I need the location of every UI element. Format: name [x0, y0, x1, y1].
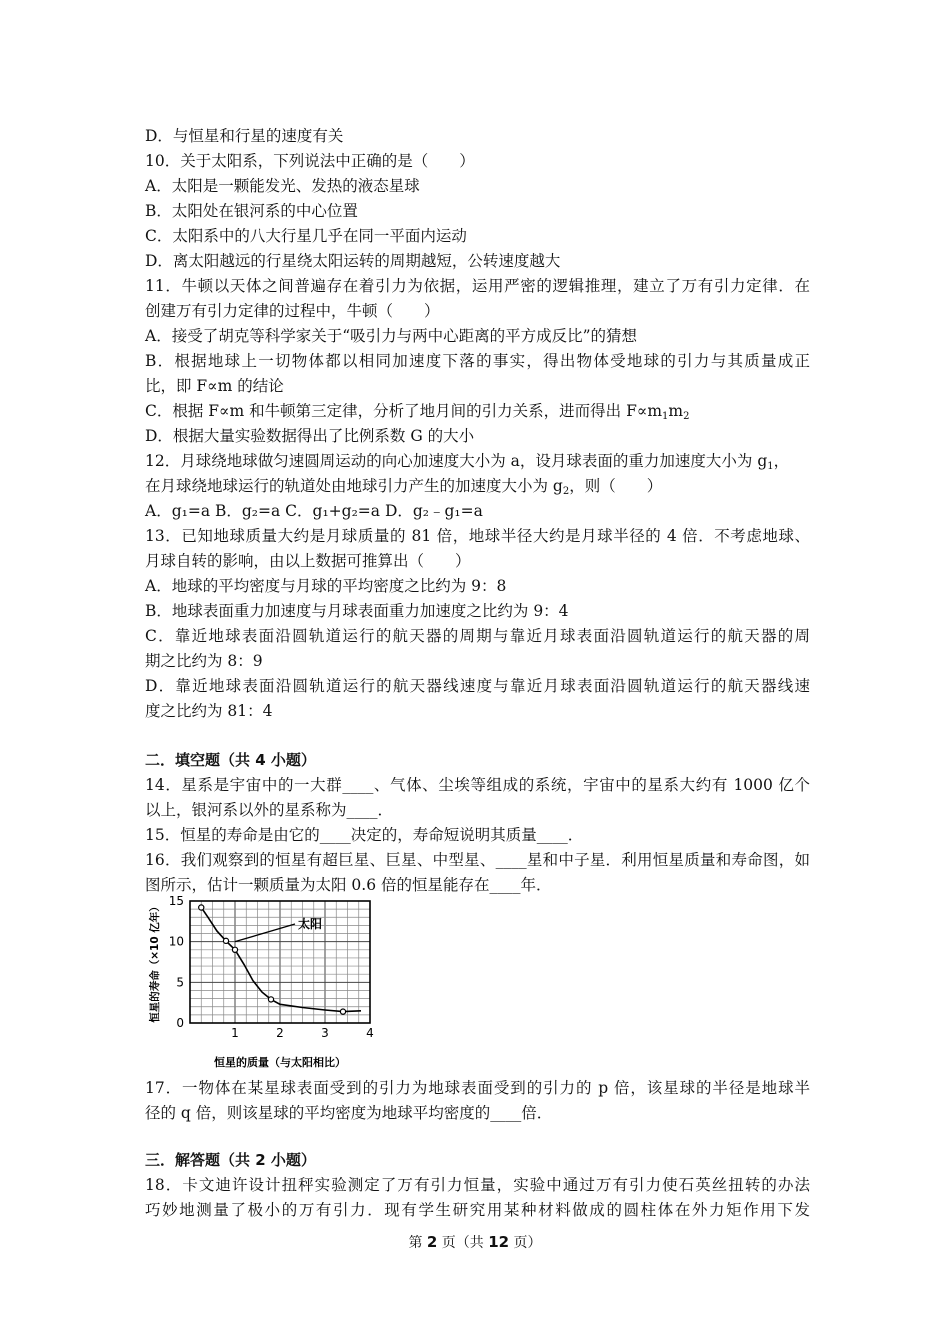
q18-line1: 18．卡文迪许设计扭秤实验测定了万有引力恒量，实验中通过万有引力使石英丝扭转的办法 [145, 1176, 810, 1194]
section-2-title: 二．填空题（共 4 小题） [145, 751, 316, 769]
q17-line2: 径的 q 倍，则该星球的平均密度为地球平均密度的____倍． [145, 1104, 553, 1122]
data-point [199, 905, 204, 910]
q11-stem-line1: 11．牛顿以天体之间普遍存在着引力为依据，运用严密的逻辑推理，建立了万有引力定律．在 [145, 277, 810, 295]
chart-ticks [169, 894, 374, 1040]
q13-stem-line2: 月球自转的影响，由以上数据可推算出（ ） [145, 552, 471, 570]
q11-option-a: A．接受了胡克等科学家关于“吸引力与两中心距离的平方成反比”的猜想 [145, 327, 638, 345]
section-3-title: 三．解答题（共 2 小题） [145, 1151, 316, 1169]
q14-line2: 以上，银河系以外的星系称为____． [145, 801, 394, 819]
q11-option-b-line1: B．根据地球上一切物体都以相同加速度下落的事实，得出物体受地球的引力与其质量成正 [145, 352, 810, 370]
subscript: 1 [767, 461, 774, 472]
q10-option-a: A．太阳是一颗能发光、发热的液态星球 [145, 177, 420, 195]
q12-stem-line2 [145, 476, 810, 496]
x-axis-label: 恒星的质量（与太阳相比） [214, 1056, 346, 1069]
q14-line1: 14．星系是宇宙中的一大群____、气体、尘埃等组成的系统，宇宙中的星系大约有 1000 亿个 [145, 776, 810, 794]
x-tick-label: 1 [231, 1026, 239, 1040]
footer-suffix: 页） [509, 1235, 542, 1251]
y-tick-label: 15 [168, 894, 184, 908]
page-footer [0, 1232, 950, 1252]
q13-option-c-line1: C．靠近地球表面沿圆轨道运行的航天器的周期与靠近月球表面沿圆轨道运行的航天器的周 [145, 627, 810, 645]
subscript: 1 [662, 411, 669, 422]
footer-middle: 页（共 [437, 1235, 489, 1251]
q12-stem-line1-end: ， [773, 452, 790, 470]
q11-option-d: D．根据大量实验数据得出了比例系数 G 的大小 [145, 427, 475, 445]
x-tick-label: 3 [321, 1026, 329, 1040]
q10-option-b: B．太阳处在银河系的中心位置 [145, 202, 358, 220]
y-tick-label: 10 [168, 934, 184, 949]
subscript: 2 [683, 411, 690, 422]
y-tick-label: 0 [176, 1016, 184, 1030]
sun-pointer-line [235, 924, 295, 942]
q12-stem-line1 [145, 451, 810, 471]
footer-total-pages: 12 [488, 1233, 510, 1251]
q11-stem-line2: 创建万有引力定律的过程中，牛顿（ ） [145, 302, 440, 320]
q10-option-d: D．离太阳越远的行星绕太阳运转的周期越短，公转速度越大 [145, 252, 561, 270]
star-lifetime-chart [145, 893, 385, 1071]
y-tick-label: 5 [176, 975, 184, 990]
x-tick-label: 4 [366, 1026, 374, 1040]
q11-option-b-line2: 比，即 F∝m 的结论 [145, 377, 284, 395]
q11-option-c [145, 401, 810, 421]
q12-stem-line1-text: 12．月球绕地球做匀速圆周运动的向心加速度大小为 a，设月球表面的重力加速度大小为 g [145, 452, 768, 470]
q12-stem-line2-text: 在月球绕地球运行的轨道处由地球引力产生的加速度大小为 g [145, 477, 563, 495]
series-line [201, 908, 361, 1012]
x-tick-label: 2 [276, 1026, 284, 1040]
footer-page-number: 2 [426, 1233, 438, 1251]
q16-line1: 16．我们观察到的恒星有超巨星、巨星、中型星、____星和中子星．利用恒星质量和寿命图，如 [145, 851, 810, 869]
q9-option-d: D．与恒星和行星的速度有关 [145, 127, 344, 145]
data-point [232, 947, 237, 952]
q13-option-c-line2: 期之比约为 8：9 [145, 652, 263, 670]
q16-line2: 图所示，估计一颗质量为太阳 0.6 倍的恒星能存在____年． [145, 876, 552, 894]
subscript: 2 [562, 486, 570, 497]
q13-option-d-line2: 度之比约为 81：4 [145, 702, 273, 720]
q13-option-d-line1: D．靠近地球表面沿圆轨道运行的航天器线速度与靠近月球表面沿圆轨道运行的航天器线速 [145, 677, 810, 695]
q17-line1: 17．一物体在某星球表面受到的引力为地球表面受到的引力的 p 倍，该星球的半径是地球半 [145, 1079, 810, 1097]
q12-options: A．g₁=a B．g₂=a C．g₁+g₂=a D．g₂﹣g₁=a [145, 502, 483, 520]
q13-stem-line1: 13．已知地球质量大约是月球质量的 81 倍，地球半径大约是月球半径的 4 倍．不考虑地球、 [145, 527, 810, 545]
q10-stem: 10．关于太阳系，下列说法中正确的是（ ） [145, 152, 475, 170]
footer-prefix: 第 [408, 1235, 427, 1251]
data-point [268, 997, 273, 1002]
sun-annotation: 太阳 [298, 917, 323, 931]
q11-option-c-text: C．根据 F∝m 和牛顿第三定律，分析了地月间的引力关系，进而得出 F∝m [145, 402, 663, 420]
q15: 15．恒星的寿命是由它的____决定的，寿命短说明其质量____． [145, 826, 584, 844]
q18-line2: 巧妙地测量了极小的万有引力．现有学生研究用某种材料做成的圆柱体在外力矩作用下发 [145, 1201, 810, 1219]
chart-points [199, 905, 346, 1014]
y-axis-label: 恒星的寿命（×10 亿年） [149, 901, 161, 1023]
data-point [340, 1009, 345, 1014]
q10-option-c: C．太阳系中的八大行星几乎在同一平面内运动 [145, 227, 467, 245]
data-point [223, 938, 228, 943]
chart-svg [145, 893, 385, 1071]
q13-option-a: A．地球的平均密度与月球的平均密度之比约为 9：8 [145, 577, 507, 595]
q13-option-b: B．地球表面重力加速度与月球表面重力加速度之比约为 9：4 [145, 602, 569, 620]
q11-option-c-m2: m [668, 402, 684, 420]
q12-stem-line2-end: ，则（ ） [569, 477, 663, 495]
